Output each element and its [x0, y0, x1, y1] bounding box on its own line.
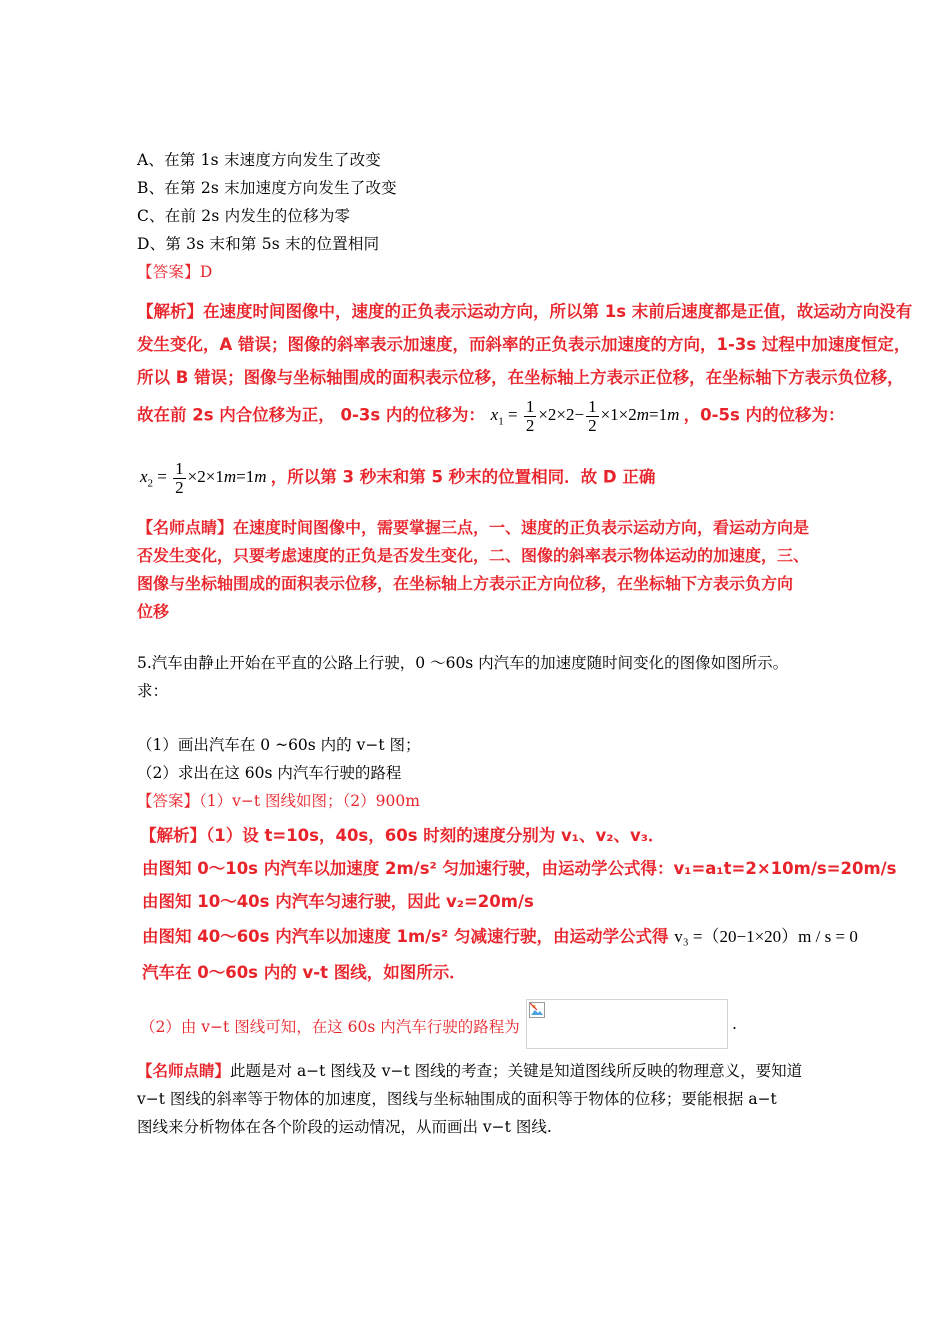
analysis-text: 在速度时间图像中，速度的正负表示运动方向，所以第 1s 末前后速度都是正值，故运动方向没有 [203, 302, 913, 321]
numerator: 1 [588, 397, 597, 416]
q4-teacher-line1 [137, 515, 809, 538]
missing-image [526, 999, 728, 1049]
q5-analysis-line4 [142, 922, 858, 947]
equation-x2 [140, 459, 271, 497]
option-b: B、在第 2s 末加速度方向发生了改变 [137, 179, 397, 197]
eq-unit: m [223, 467, 237, 487]
q4-teacher-line4: 位移 [137, 602, 170, 621]
q5-analysis-line5: 汽车在 0～60s 内的 v-t 图线，如图所示． [142, 963, 466, 982]
eq-var: x [140, 467, 148, 487]
analysis-text: 由图知 40～60s 内汽车以加速度 1m/s² 匀减速行驶，由运动学公式得 [142, 927, 669, 946]
q5-stem-line1: 5.汽车由静止开始在平直的公路上行驶，0 ～60s 内汽车的加速度随时间变化的图像如图所示。 [137, 654, 789, 672]
analysis-text: ，0-5s 内的位移为： [683, 405, 845, 425]
q4-analysis-line2: 发生变化，A 错误；图像的斜率表示加速度，而斜率的正负表示加速度的方向，1-3s 过程中加速度恒定， [137, 335, 911, 354]
answer-value: D [199, 263, 213, 281]
q5-analysis-line2: 由图知 0～10s 内汽车以加速度 2m/s² 匀加速行驶，由运动学公式得：v₁=a₁t=2×10m/s=20m/s [142, 859, 897, 878]
teacher-tag: 【名师点睛】 [137, 518, 234, 537]
eq-term: ×2×1 [187, 467, 224, 487]
q5-teacher-line3: 图线来分析物体在各个阶段的运动情况，从而画出 v−t 图线. [137, 1118, 552, 1136]
eq-sign: = [157, 467, 167, 487]
answer-value: （1）v−t 图线如图；（2）900m [199, 792, 420, 810]
eq-term: ×1×2 [600, 405, 637, 425]
q5-teacher-line2: v−t 图线的斜率等于物体的加速度，图线与坐标轴围成的面积等于物体的位移；要能根据 a−t [137, 1090, 777, 1108]
fraction [524, 398, 537, 435]
eq-term: ×2×2− [538, 405, 585, 425]
fraction [173, 460, 186, 497]
denominator: 2 [525, 416, 535, 435]
eq-term: =1 [236, 467, 255, 487]
eq-unit: m [254, 467, 267, 487]
q4-analysis-line4 [137, 398, 845, 435]
q5-stem-line2: 求： [137, 682, 169, 700]
teacher-text: 在速度时间图像中，需要掌握三点，一、速度的正负表示运动方向，看运动方向是 [233, 518, 810, 537]
option-c: C、在前 2s 内发生的位移为零 [137, 207, 351, 225]
denominator: 2 [588, 416, 597, 435]
numerator: 1 [175, 459, 184, 478]
option-a: A、在第 1s 末速度方向发生了改变 [137, 151, 381, 169]
q5-analysis-line3: 由图知 10～40s 内汽车匀速行驶，因此 v₂=20m/s [142, 892, 534, 911]
eq-sub: 1 [498, 415, 504, 428]
q5-answer [137, 789, 420, 811]
q5-teacher-line1 [137, 1059, 802, 1081]
broken-image-icon [529, 1002, 545, 1018]
q5-sub2: （2）求出在这 60s 内汽车行驶的路程 [137, 764, 402, 782]
eq-unit: m [667, 405, 680, 425]
eq-sign: = [507, 405, 518, 425]
analysis-tag: 【解析】 [140, 826, 206, 845]
eq-sub: 2 [147, 477, 154, 490]
fraction [586, 398, 599, 435]
eq-var: x [490, 405, 499, 425]
q5-analysis-line1 [140, 822, 664, 846]
eq-unit: m [636, 405, 650, 425]
equation-v3: v₃ =（20−1×20）m / s = 0 [674, 927, 858, 946]
eq-term: =1 [649, 405, 668, 425]
answer-tag: 【答案】 [137, 263, 200, 281]
analysis-text: （1）设 t=10s，40s，60s 时刻的速度分别为 v₁、v₂、v₃． [206, 826, 665, 845]
denominator: 2 [175, 478, 184, 497]
q5-sub1: （1）画出汽车在 0 ~60s 内的 v−t 图； [137, 736, 421, 754]
analysis-text: 故在前 2s 内合位移为正， 0-3s 内的位移为： [137, 405, 485, 425]
equation-x1 [490, 397, 684, 435]
q4-answer [137, 260, 212, 282]
q5-analysis-line6-end: . [732, 1015, 737, 1033]
answer-tag: 【答案】 [137, 792, 200, 810]
analysis-text: ，所以第 3 秒末和第 5 秒末的位置相同．故 D 正确 [270, 467, 656, 487]
q4-teacher-line2: 否发生变化，只要考虑速度的正负是否发生变化，二、图像的斜率表示物体运动的加速度，三、 [137, 546, 810, 565]
q4-analysis-line1 [137, 298, 912, 322]
q5-analysis-line6: （2）由 v−t 图线可知，在这 60s 内汽车行驶的路程为 [140, 1018, 520, 1036]
q4-analysis-line3: 所以 B 错误；图像与坐标轴围成的面积表示位移，在坐标轴上方表示正位移，在坐标轴下方表示负位移， [137, 368, 904, 387]
teacher-text: 此题是对 a−t 图线及 v−t 图线的考查；关键是知道图线所反映的物理意义，要知道 [230, 1062, 803, 1080]
option-d: D、第 3s 末和第 5s 末的位置相同 [137, 235, 380, 253]
analysis-tag: 【解析】 [137, 302, 203, 321]
teacher-tag: 【名师点睛】 [137, 1061, 231, 1080]
numerator: 1 [525, 397, 535, 416]
q4-analysis-line5 [140, 460, 655, 497]
q4-teacher-line3: 图像与坐标轴围成的面积表示位移，在坐标轴上方表示正方向位移，在坐标轴下方表示负方向 [137, 574, 794, 593]
